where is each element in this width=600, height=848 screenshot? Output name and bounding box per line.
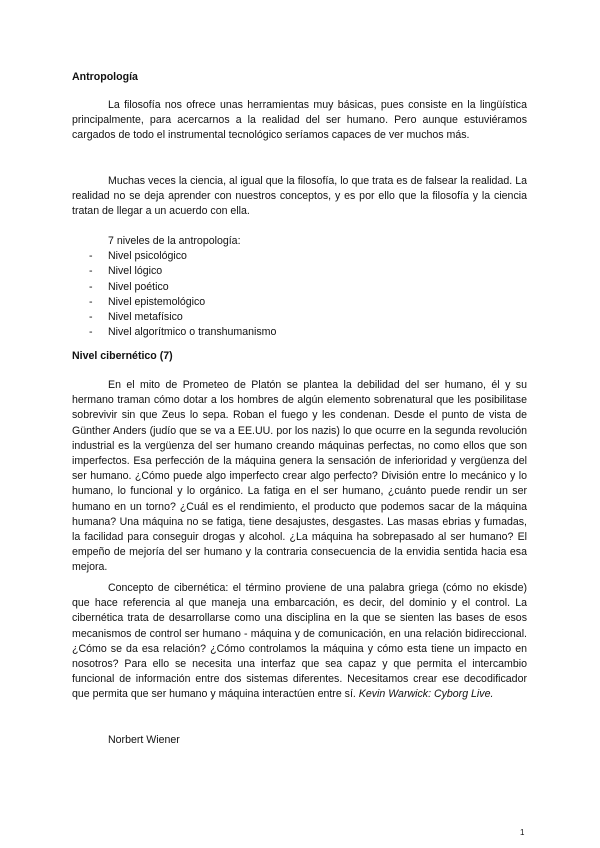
paragraph-ciencia-text: Muchas veces la ciencia, al igual que la filosofía, lo que trata es de falsear la realidad. La realidad no se deja aprender con nuestros conceptos, y es por ello que la filosofía y la ciencia tratan de llegar a un acuerdo con ella. [72, 175, 527, 218]
page-number: 1 [520, 828, 525, 837]
level-label: Nivel poético [108, 280, 169, 293]
paragraph-ciencia [72, 174, 527, 220]
level-label: Nivel algorítmico o transhumanismo [108, 326, 277, 339]
level-label: Nivel lógico [108, 265, 163, 278]
list-dash: - [89, 265, 93, 278]
paragraph-prometeo [72, 378, 527, 576]
level-label: Nivel psicológico [108, 250, 187, 262]
list-dash: - [89, 311, 93, 324]
level-label: Nivel epistemológico [108, 295, 206, 308]
list-dash: - [89, 295, 93, 308]
section-title-cibernetico: Nivel cibernético (7) [72, 350, 173, 362]
levels-intro: 7 niveles de la antropología: [108, 235, 241, 247]
level-label: Nivel metafísico [108, 311, 183, 324]
list-dash: - [89, 280, 93, 293]
paragraph-prometeo-text: En el mito de Prometeo de Platón se plantea la debilidad del ser humano, él y su hermano traman cómo dotar a los hombres de algún elemento sobrenatural que les posibilitase sobrevivir sin que Zeus lo sepa. Roban el fuego y les condenan. Desde el punto de vista de Günther Anders (judío que se va a EE.UU. por los nazis) lo que ocurre en la segunda revolución industrial es la vergüenza del ser humano creando máquinas perfectas, no como ellos que son imperfectos. Esa perfección de la máquina genera la sensación de inferioridad y vergüenza del ser humano. ¿Cómo puede algo imperfecto crear algo perfecto? División entre lo mecánico y lo humano, lo funcional y lo orgánico. La fatiga en el ser humano, ¿cuánto puede rendir un ser humano en un torno? ¿Cuál es el rendimiento, el producto que podemos sacar de la máquina humana? Una máquina no se fatiga, tiene desajustes, desgastes. Las masas ebrias y fumadas, la facilidad para conseguir drogas y alcohol. ¿La máquina ha sobrepasado al ser humano? El empeño de mejoría del ser humano y la contraria consecuencia de la envidia sentida hacia esa mejora. [72, 379, 527, 574]
paragraph-filosofia-text: La filosofía nos ofrece unas herramientas muy básicas, pues consiste en la lingüística principalmente, para acercarnos a la realidad del ser humano. Pero aunque estuviéramos cargados de todo el instrumental tecnológico seríamos capaces de ver muchos más. [72, 99, 527, 142]
list-dash: - [89, 326, 93, 339]
author-name: Norbert Wiener [108, 734, 180, 746]
citation: Kevin Warwick: Cyborg Live. [358, 688, 494, 701]
section-title-antropologia: Antropología [72, 71, 138, 83]
paragraph-cibernetica-text: Concepto de cibernética: el término proviene de una palabra griega (cómo no ekisde) que hace referencia al que maneja una embarcación, es decir, del dominio y el control. La cibernética trata de desarrollarse como una disciplina en la que se sienten las bases de esos mecanismos de control ser humano - máquina y de comunicación, en una relación bidireccional. ¿Cómo se da esa relación? ¿Cómo controlamos la máquina y cómo esta tiene un impacto en nosotros? Para ello se necesita una interfaz que sea capaz y que permita el intercambio funcional de información entre dos sistemas diferentes. Necesitamos crear ese decodificador que permita que ser humano y máquina interactúen entre sí. [72, 582, 527, 701]
list-dash: - [89, 250, 93, 262]
paragraph-cibernetica [72, 581, 527, 703]
paragraph-filosofia [72, 98, 527, 144]
